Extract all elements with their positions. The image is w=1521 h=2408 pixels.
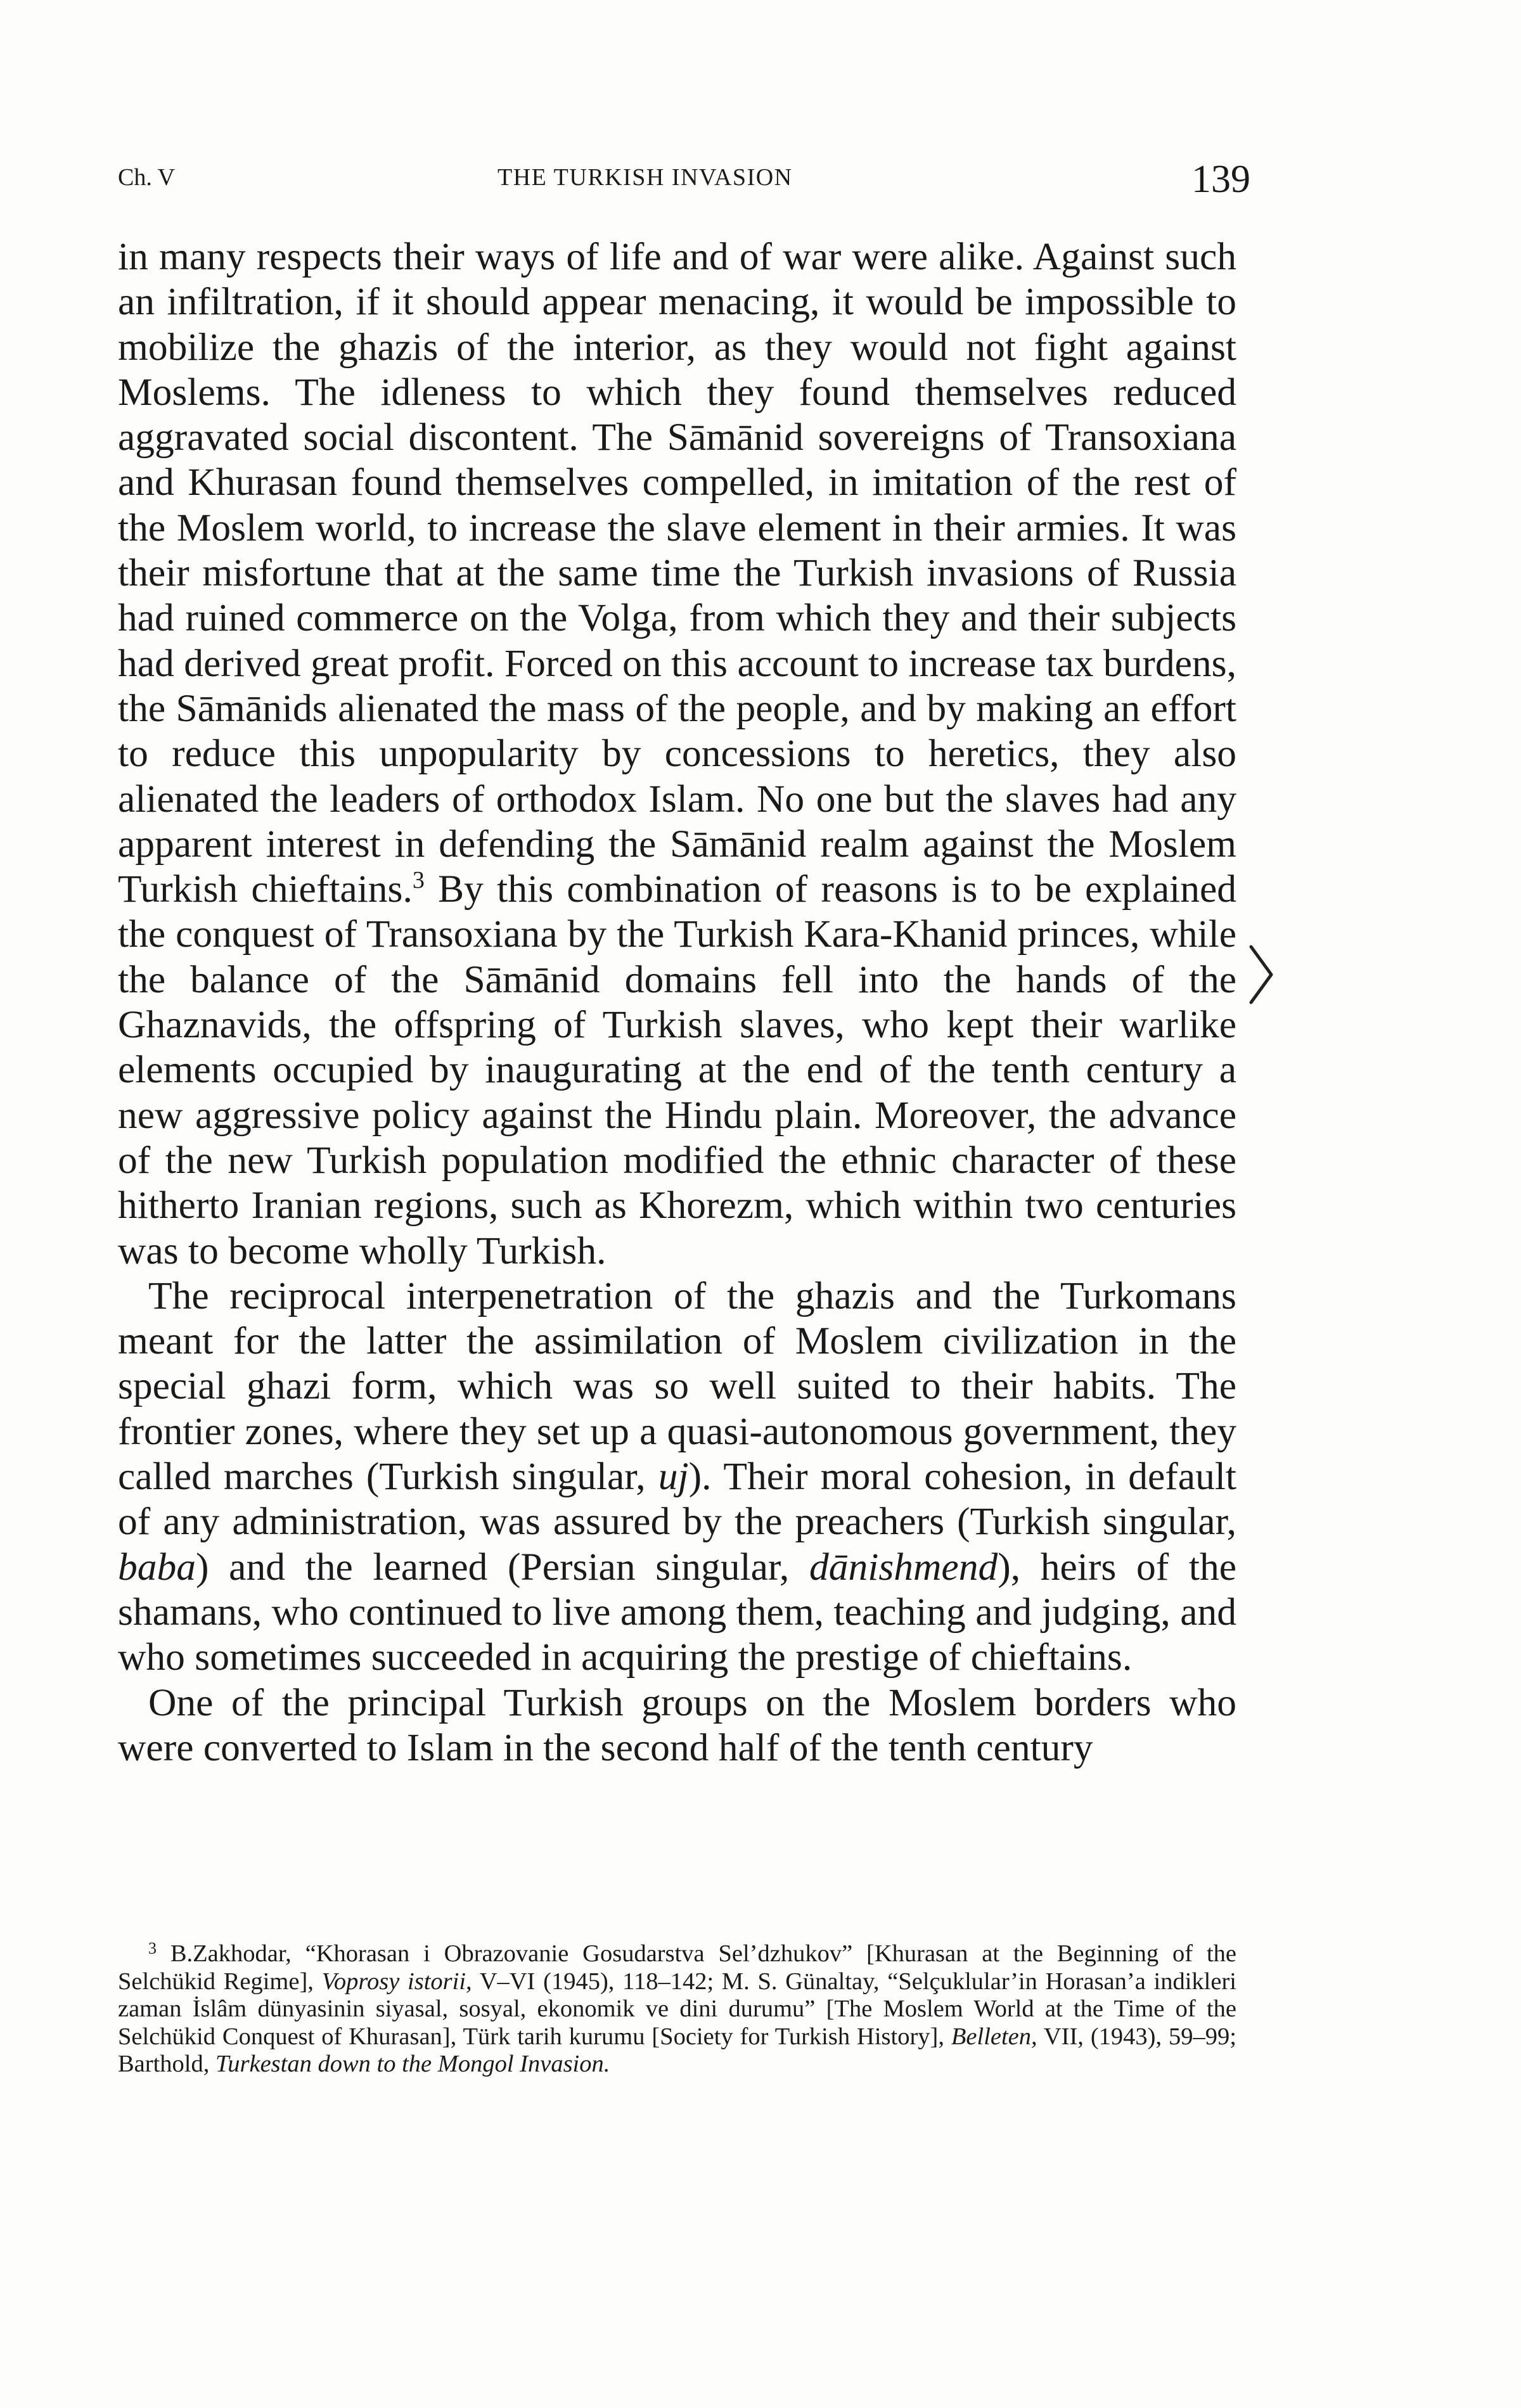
paragraph-2-part-d: ), heirs of the shamans, who continued to live among them, teaching and judging, and who sometimes succeeded in acquiring the prestige of chieftains.: [118, 1545, 1236, 1679]
footnote-marker: 3: [148, 1939, 157, 1957]
paragraph-2-part-b: ). Their moral cohesion, in default of any administration, was assured by the preachers (Turkish singular,: [118, 1455, 1236, 1544]
paragraph-2-part-a: The reciprocal interpenetration of the ghazis and the Turkomans meant for the latter the assimilation of Moslem civilization in the special ghazi form, which was so well suited to their habits. The frontier zones, where they set up a quasi-autonomous government, they called marches (Turkish singular,: [118, 1274, 1236, 1499]
paragraph-2: [118, 1274, 1236, 1681]
footnote-reference: 3: [412, 867, 425, 894]
footnote-journal-2: Belleten,: [951, 2023, 1037, 2050]
paragraph-2-part-c: ) and the learned (Persian singular,: [196, 1545, 809, 1589]
footnote: [118, 1940, 1236, 2078]
footnote-part-c: VII, (1943), 59–99; Barthold,: [118, 2023, 1236, 2077]
paragraph-3: [118, 1681, 1236, 1771]
running-header: [0, 157, 1521, 208]
paragraph-1: [118, 234, 1236, 1274]
term-baba: baba: [118, 1545, 196, 1589]
chapter-label: Ch. V: [118, 164, 176, 191]
paragraph-3-text: One of the principal Turkish groups on the Moslem borders who were converted to Islam in the second half of the tenth century: [118, 1681, 1236, 1769]
footnote-part-b: V–VI (1945), 118–142; M. S. Günaltay, “Selçuklular’in Horasan’a indikleri zaman İslâm dünyasinin siyasal, sosyal, ekonomik ve dini durumu” [The Moslem World at the Time of the Selchükid Conquest of Khurasan], Türk tarih kurumu [Society for Turkish History],: [118, 1968, 1236, 2050]
main-text: [118, 234, 1236, 1771]
footnote-journal-1: Voprosy istorii,: [321, 1968, 472, 1995]
footnote-part-a: B.Zakhodar, “Khorasan i Obrazovanie Gosudarstva Sel’dzhukov” [Khurasan at the Beginning of the Selchükid Regime],: [118, 1940, 1236, 1995]
term-uj: uj: [658, 1455, 689, 1499]
footnote-3: [118, 1940, 1236, 2078]
margin-chevron-mark: [1247, 943, 1275, 1006]
page-number: 139: [1191, 158, 1250, 201]
term-danishmend: dānishmend: [809, 1545, 998, 1589]
running-title: THE TURKISH INVASION: [497, 164, 793, 191]
footnote-book-title: Turkestan down to the Mongol Invasion.: [215, 2051, 610, 2077]
paragraph-1-part-b: By this combination of reasons is to be explained the conquest of Transoxiana by the Turkish Kara-Khanid princes, while the balance of the Sāmānid domains fell into the hands of the Ghaznavids, the offspring of Turkish slaves, who kept their warlike elements occupied by inaugurating at the end of the tenth century a new aggressive policy against the Hindu plain. Moreover, the advance of the new Turkish population modified the ethnic character of these hitherto Iranian regions, such as Khorezm, which within two centuries was to become wholly Turkish.: [118, 868, 1237, 1272]
paragraph-1-part-a: in many respects their ways of life and of war were alike. Against such an infiltration, if it should appear menacing, it would be impossible to mobilize the ghazis of the interior, as they would not fight against Moslems. The idleness to which they found themselves reduced aggravated social discontent. The Sāmānid sovereigns of Transoxiana and Khurasan found themselves compelled, in imitation of the rest of the Moslem world, to increase the slave element in their armies. It was their misfortune that at the same time the Turkish invasions of Russia had ruined commerce on the Volga, from which they and their subjects had derived great profit. Forced on this account to increase tax burdens, the Sāmānids alienated the mass of the people, and by making an effort to reduce this unpopularity by concessions to heretics, they also alienated the leaders of orthodox Islam. No one but the slaves had any apparent interest in defending the Sāmānid realm against the Moslem Turkish chieftains.: [118, 235, 1236, 911]
